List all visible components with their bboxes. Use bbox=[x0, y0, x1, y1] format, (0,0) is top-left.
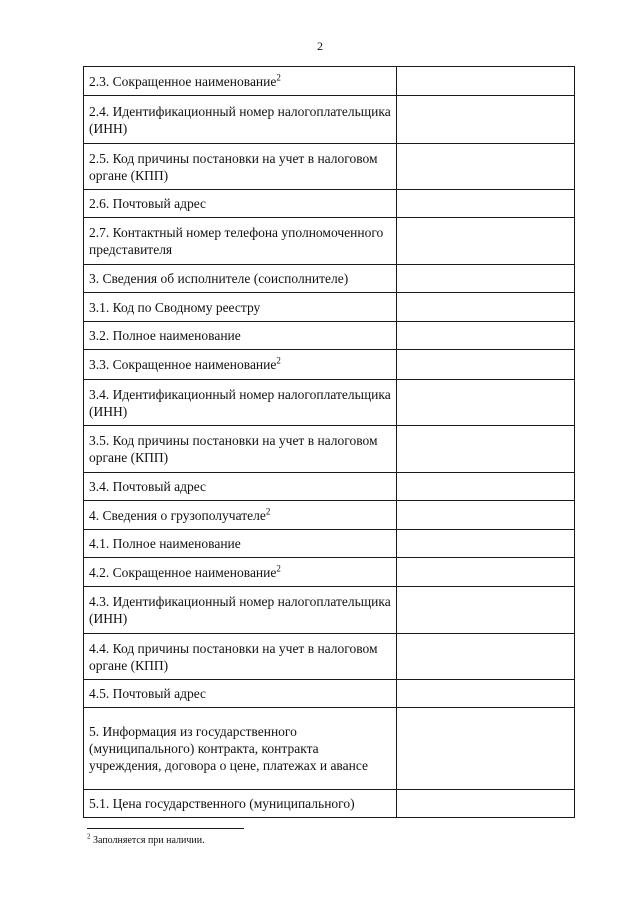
row-label: 2.7. Контактный номер телефона уполномоченного представителя bbox=[84, 218, 397, 265]
table-row bbox=[84, 293, 575, 322]
row-value[interactable] bbox=[397, 790, 575, 818]
page-number: 2 bbox=[317, 39, 323, 53]
row-value[interactable] bbox=[397, 144, 575, 190]
footnote-divider bbox=[87, 828, 244, 829]
table-row bbox=[84, 96, 575, 144]
row-value[interactable] bbox=[397, 350, 575, 380]
footnote-mark: 2 bbox=[87, 832, 91, 841]
table-row bbox=[84, 67, 575, 96]
row-label: 3.3. Сокращенное наименование$^2$ bbox=[84, 350, 397, 380]
table-row bbox=[84, 218, 575, 265]
row-value[interactable] bbox=[397, 426, 575, 473]
row-value[interactable] bbox=[397, 473, 575, 501]
row-value[interactable] bbox=[397, 558, 575, 587]
row-value[interactable] bbox=[397, 322, 575, 350]
footnote-mark: 2 bbox=[265, 506, 271, 516]
footnote bbox=[87, 832, 205, 847]
row-label: 5. Информация из государственного (муниципального) контракта, контракта учреждения, договора о цене, платежах и авансе bbox=[84, 708, 397, 790]
form-table bbox=[83, 66, 575, 818]
footnote-mark: 2 bbox=[276, 355, 281, 366]
row-label: 2.6. Почтовый адрес bbox=[84, 190, 397, 218]
row-value[interactable] bbox=[397, 680, 575, 708]
table-row bbox=[84, 144, 575, 190]
row-value[interactable] bbox=[397, 293, 575, 322]
row-value[interactable] bbox=[397, 218, 575, 265]
row-value[interactable] bbox=[397, 530, 575, 558]
table-row bbox=[84, 558, 575, 587]
row-label: 3.2. Полное наименование bbox=[84, 322, 397, 350]
row-value[interactable] bbox=[397, 634, 575, 680]
row-value[interactable] bbox=[397, 380, 575, 426]
row-label: 2.3. Сокращенное наименование$^2$ bbox=[84, 67, 397, 96]
row-value[interactable] bbox=[397, 587, 575, 634]
table-row bbox=[84, 634, 575, 680]
row-label: 3. Сведения об исполнителе (соисполнителе) bbox=[84, 265, 397, 293]
table-row bbox=[84, 426, 575, 473]
row-value[interactable] bbox=[397, 265, 575, 293]
row-value[interactable] bbox=[397, 708, 575, 790]
table-row bbox=[84, 380, 575, 426]
row-label: 4.1. Полное наименование bbox=[84, 530, 397, 558]
table-row bbox=[84, 680, 575, 708]
row-value[interactable] bbox=[397, 67, 575, 96]
table-row bbox=[84, 587, 575, 634]
table-row bbox=[84, 265, 575, 293]
table-row bbox=[84, 190, 575, 218]
table-row bbox=[84, 350, 575, 380]
table-row bbox=[84, 473, 575, 501]
table-row bbox=[84, 530, 575, 558]
table-row bbox=[84, 790, 575, 818]
row-label: 3.5. Код причины постановки на учет в налоговом органе (КПП) bbox=[84, 426, 397, 473]
footnote-text: Заполняется при наличии. bbox=[93, 835, 205, 846]
row-value[interactable] bbox=[397, 96, 575, 144]
row-label: 2.5. Код причины постановки на учет в налоговом органе (КПП) bbox=[84, 144, 397, 190]
row-label: 4. Сведения о грузополучателе$^2$ bbox=[84, 501, 397, 530]
footnote-mark: 2 bbox=[276, 563, 281, 573]
row-label: 4.2. Сокращенное наименование$^2$ bbox=[84, 558, 397, 587]
table-row bbox=[84, 501, 575, 530]
row-label: 5.1. Цена государственного (муниципального) bbox=[84, 790, 397, 818]
row-label: 4.3. Идентификационный номер налогоплательщика (ИНН) bbox=[84, 587, 397, 634]
row-value[interactable] bbox=[397, 190, 575, 218]
row-label: 3.4. Идентификационный номер налогоплательщика (ИНН) bbox=[84, 380, 397, 426]
footnote-mark: 2 bbox=[276, 72, 281, 82]
table-row bbox=[84, 708, 575, 790]
row-label: 3.4. Почтовый адрес bbox=[84, 473, 397, 501]
table-row bbox=[84, 322, 575, 350]
row-value[interactable] bbox=[397, 501, 575, 530]
row-label: 2.4. Идентификационный номер налогоплательщика (ИНН) bbox=[84, 96, 397, 144]
row-label: 3.1. Код по Сводному реестру bbox=[84, 293, 397, 322]
row-label: 4.5. Почтовый адрес bbox=[84, 680, 397, 708]
row-label: 4.4. Код причины постановки на учет в налоговом органе (КПП) bbox=[84, 634, 397, 680]
